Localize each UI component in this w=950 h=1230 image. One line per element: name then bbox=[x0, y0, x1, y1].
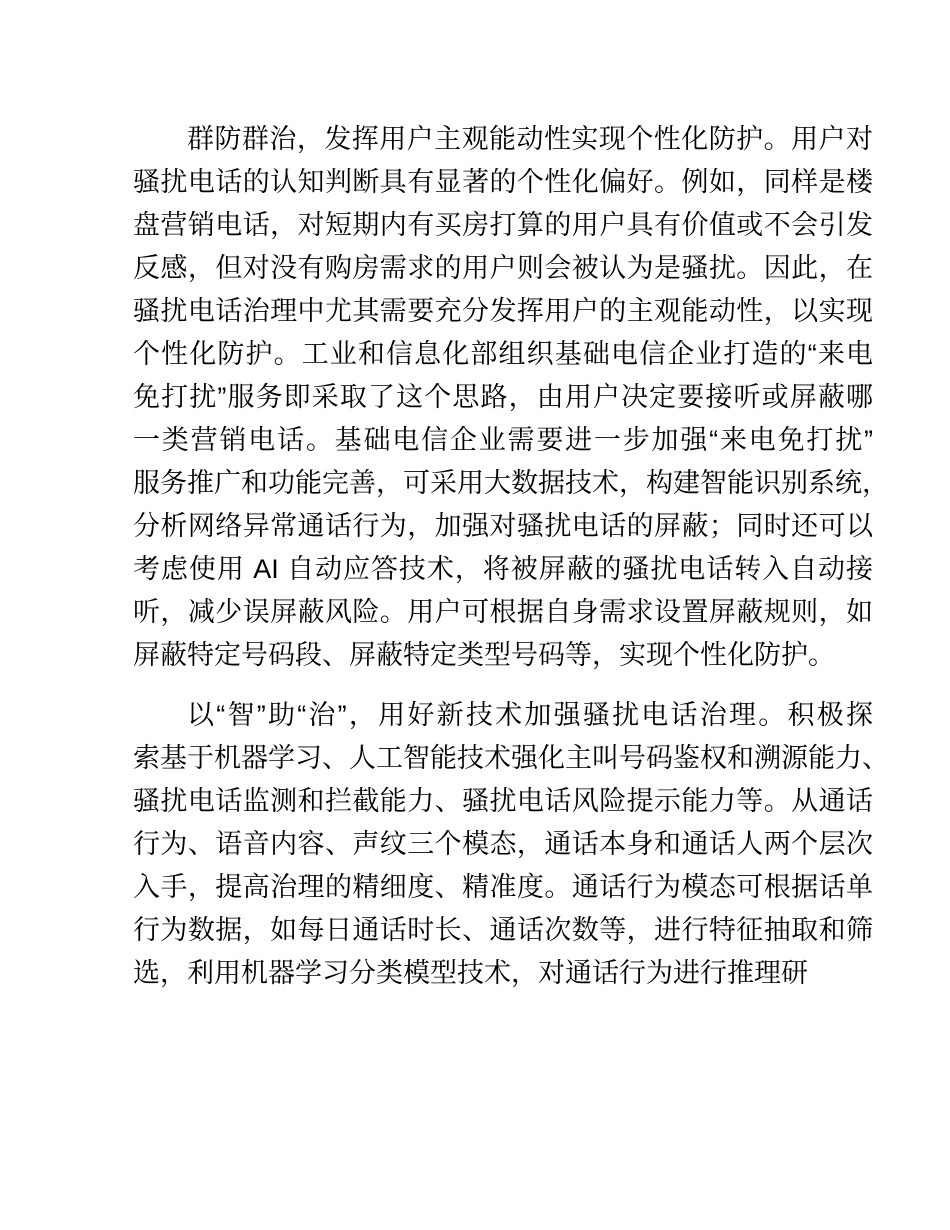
text-line: 入手，提高治理的精细度、精准度。通话行为模态可根据话单 bbox=[133, 872, 873, 902]
text-line: 服务推广和功能完善，可采用大数据技术，构建智能识别系统， bbox=[133, 468, 889, 498]
text-line: 听，减少误屏蔽风险。用户可根据自身需求设置屏蔽规则，如 bbox=[133, 597, 873, 627]
text-line: 考虑使用 AI 自动应答技术，将被屏蔽的骚扰电话转入自动接 bbox=[133, 554, 873, 584]
text-line: 反感，但对没有购房需求的用户则会被认为是骚扰。因此，在 bbox=[133, 253, 873, 283]
text-line: 骚扰电话治理中尤其需要充分发挥用户的主观能动性，以实现 bbox=[133, 296, 873, 326]
text-line: 个性化防护。工业和信息化部组织基础电信企业打造的“来电 bbox=[133, 339, 873, 369]
text-line: 分析网络异常通话行为，加强对骚扰电话的屏蔽；同时还可以 bbox=[133, 511, 873, 541]
text-line: 骚扰电话的认知判断具有显著的个性化偏好。例如，同样是楼 bbox=[133, 167, 873, 197]
document-body bbox=[133, 118, 889, 995]
text-line: 盘营销电话，对短期内有买房打算的用户具有价值或不会引发 bbox=[133, 210, 873, 240]
text-line: 一类营销电话。基础电信企业需要进一步加强“来电免打扰” bbox=[133, 425, 873, 455]
text-line: 索基于机器学习、人工智能技术强化主叫号码鉴权和溯源能力、 bbox=[133, 743, 889, 773]
text-line: 群防群治，发挥用户主观能动性实现个性化防护。用户对 bbox=[187, 124, 873, 154]
paragraph bbox=[133, 118, 889, 677]
text-line: 选，利用机器学习分类模型技术，对通话行为进行推理研 bbox=[133, 958, 808, 988]
text-line: 免打扰”服务即采取了这个思路，由用户决定要接听或屏蔽哪 bbox=[133, 382, 873, 412]
paragraph bbox=[133, 694, 889, 995]
text-line: 以“智”助“治”，用好新技术加强骚扰电话治理。积极探 bbox=[187, 700, 873, 730]
text-line: 行为、语音内容、声纹三个模态，通话本身和通话人两个层次 bbox=[133, 829, 873, 859]
text-line: 行为数据，如每日通话时长、通话次数等，进行特征抽取和筛 bbox=[133, 915, 873, 945]
text-line: 屏蔽特定号码段、屏蔽特定类型号码等，实现个性化防护。 bbox=[133, 640, 835, 670]
text-line: 骚扰电话监测和拦截能力、骚扰电话风险提示能力等。从通话 bbox=[133, 786, 873, 816]
